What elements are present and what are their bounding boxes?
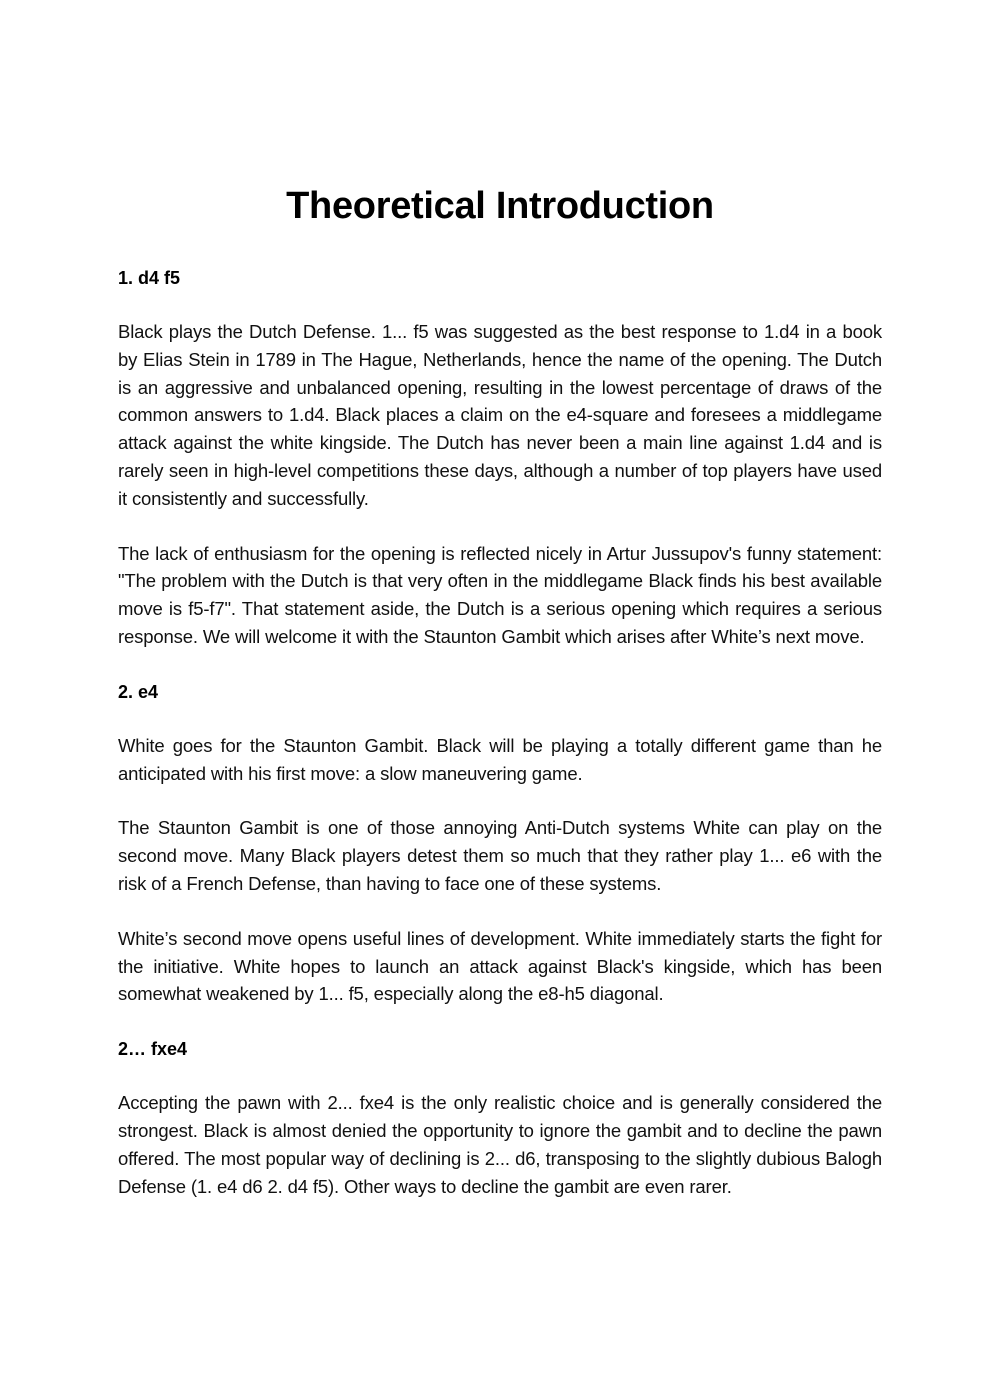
paragraph-2-3: White’s second move opens useful lines of development. White immediately starts the fight for the initiative. White hopes to launch an attack against Black's kingside, which has been somewhat weakened by 1... f5, especially along the e8-h5 diagonal. [118, 927, 882, 1005]
paragraph-2-1: White goes for the Staunton Gambit. Black will be playing a totally different game than he anticipated with his first move: a slow maneuvering game. [118, 734, 882, 784]
move-heading-2: 2. e4 [118, 681, 159, 702]
document-page [118, 182, 882, 1200]
page-title: Theoretical Introduction [286, 185, 714, 227]
move-heading-3: 2… fxe4 [118, 1039, 188, 1060]
paragraph-1-2: The lack of enthusiasm for the opening is reflected nicely in Artur Jussupov's funny statement: "The problem with the Dutch is that very often in the middlegame Black finds his best available move is f5-f7". That statement aside, the Dutch is a serious opening which requires a serious response. We will welcome it with the Staunton Gambit which arises after White’s next move. [118, 542, 882, 647]
paragraph-1-1: Black plays the Dutch Defense. 1... f5 was suggested as the best response to 1.d4 in a book by Elias Stein in 1789 in The Hague, Netherlands, hence the name of the opening. The Dutch is an aggressive and unbalanced opening, resulting in the lowest percentage of draws of the common answers to 1.d4. Black places a claim on the e4-square and foresees a middlegame attack against the white kingside. The Dutch has never been a main line against 1.d4 and is rarely seen in high-level competitions these days, although a number of top players have used it consistently and successfully. [118, 321, 882, 509]
paragraph-2-2: The Staunton Gambit is one of those annoying Anti-Dutch systems White can play on the second move. Many Black players detest them so much that they rather play 1... e6 with the risk of a French Defense, than having to face one of these systems. [118, 817, 882, 894]
move-heading-1: 1. d4 f5 [118, 268, 181, 288]
paragraph-3-1: Accepting the pawn with 2... fxe4 is the only realistic choice and is generally considered the strongest. Black is almost denied the opportunity to ignore the gambit and to decline the pawn offered. The most popular way of declining is 2... d6, transposing to the slightly dubious Balogh Defense (1. e4 d6 2. d4 f5). Other ways to decline the gambit are even rarer. [118, 1092, 882, 1197]
